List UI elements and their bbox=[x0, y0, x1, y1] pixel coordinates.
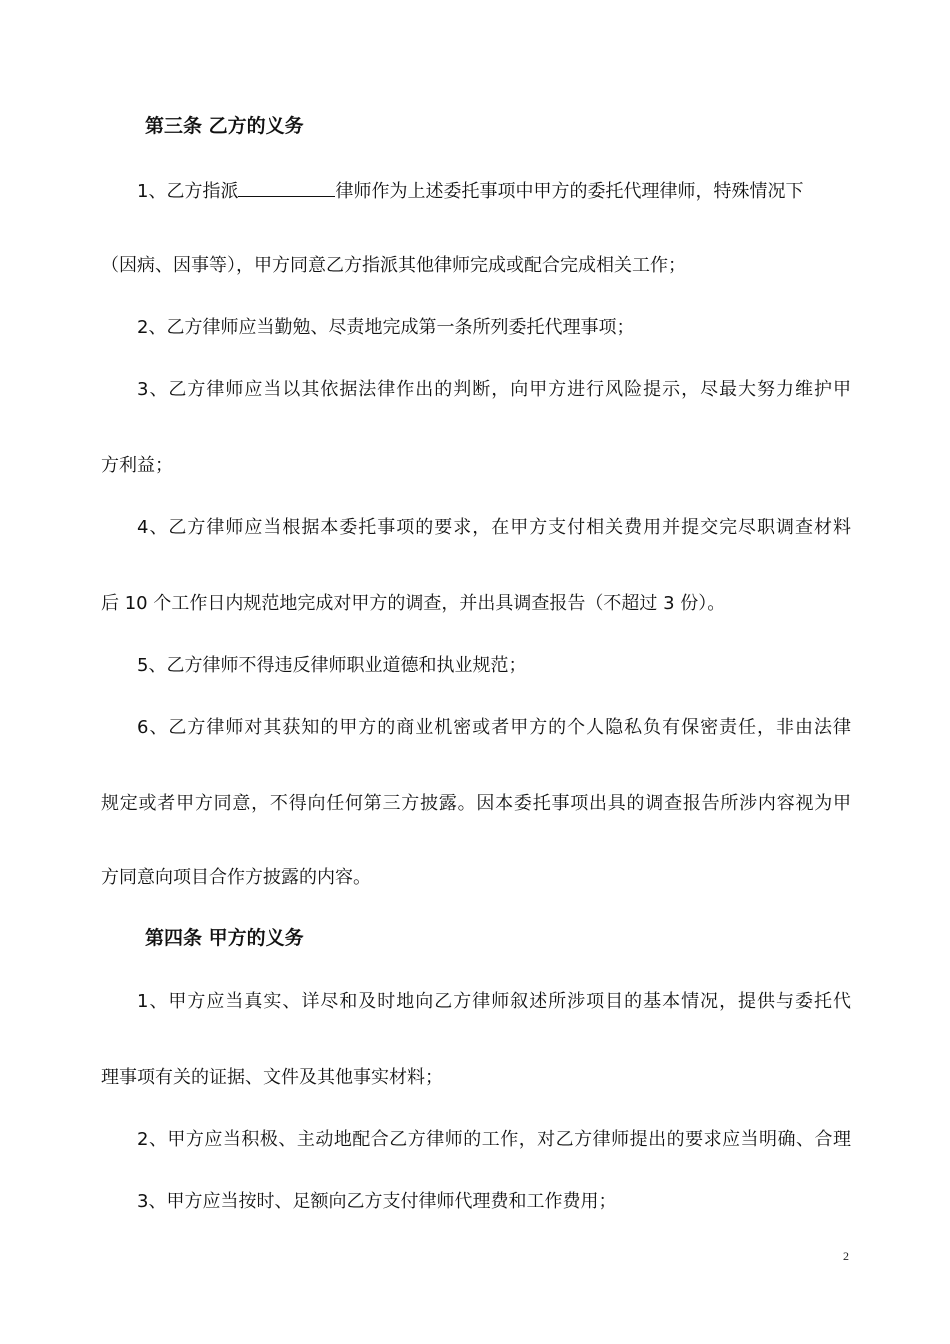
s3-item6-line1: 6、乙方律师对其获知的甲方的商业机密或者甲方的个人隐私负有保密责任，非由法律 bbox=[137, 717, 851, 738]
section-3-title: 第三条 乙方的义务 bbox=[145, 115, 304, 137]
s3-item1-line1 bbox=[137, 178, 851, 204]
section-4-title: 第四条 甲方的义务 bbox=[145, 927, 304, 949]
s3-item4-line1: 4、乙方律师应当根据本委托事项的要求，在甲方支付相关费用并提交完尽职调查材料 bbox=[137, 517, 851, 538]
s3-item6-line2: 规定或者甲方同意，不得向任何第三方披露。因本委托事项出具的调查报告所涉内容视为甲 bbox=[101, 793, 851, 814]
s4-item1-line2: 理事项有关的证据、文件及其他事实材料； bbox=[101, 1067, 443, 1088]
s3-item6-line3: 方同意向项目合作方披露的内容。 bbox=[101, 867, 371, 888]
s3-item2-line1: 2、乙方律师应当勤勉、尽责地完成第一条所列委托代理事项； bbox=[137, 317, 635, 338]
s3-item3-line2: 方利益； bbox=[101, 455, 173, 476]
s4-item3-line1: 3、甲方应当按时、足额向乙方支付律师代理费和工作费用； bbox=[137, 1191, 617, 1212]
s3-item5-line1: 5、乙方律师不得违反律师职业道德和执业规范； bbox=[137, 655, 527, 676]
s3-item1-post: 律师作为上述委托事项中甲方的委托代理律师，特殊情况下 bbox=[335, 181, 804, 202]
s3-item1-line2: （因病、因事等），甲方同意乙方指派其他律师完成或配合完成相关工作； bbox=[101, 255, 686, 276]
fill-in-blank bbox=[238, 178, 335, 197]
s4-item2-line1: 2、甲方应当积极、主动地配合乙方律师的工作，对乙方律师提出的要求应当明确、合理 bbox=[137, 1129, 851, 1150]
s3-item4-line2: 后 10 个工作日内规范地完成对甲方的调查，并出具调查报告（不超过 3 份）。 bbox=[101, 593, 726, 614]
s4-item1-line1: 1、甲方应当真实、详尽和及时地向乙方律师叙述所涉项目的基本情况，提供与委托代 bbox=[137, 991, 851, 1012]
page-number: 2 bbox=[843, 1249, 849, 1263]
s3-item1-pre: 1、乙方指派 bbox=[137, 181, 239, 202]
s3-item3-line1: 3、乙方律师应当以其依据法律作出的判断，向甲方进行风险提示，尽最大努力维护甲 bbox=[137, 379, 851, 400]
